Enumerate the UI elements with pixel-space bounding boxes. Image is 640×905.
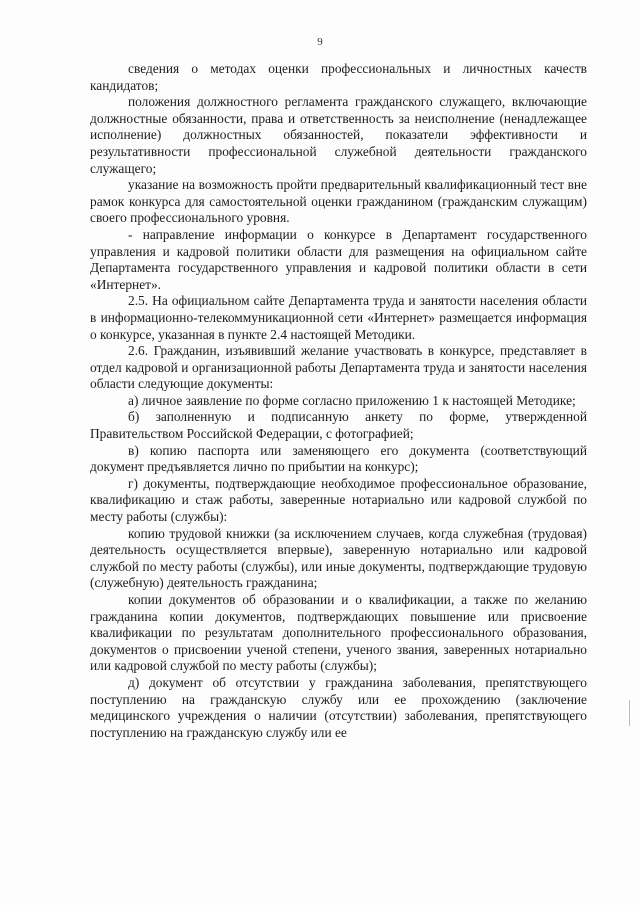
paragraph-qualification-test: указание на возможность пройти предварительный квалификационный тест вне рамок конкурса для самостоятельной оценки гражданином (гражданским служащим) своего профессионального уровня. <box>90 177 587 226</box>
paragraph-2-5: 2.5. На официальном сайте Департамента труда и занятости населения области в информационно-телекоммуникационной сети «Интернет» размещается информация о конкурсе, указанная в пункте 2.4 настоящей Методики. <box>90 293 587 342</box>
scan-edge-mark <box>629 700 630 726</box>
document-body <box>90 61 587 741</box>
paragraph-item-b: б) заполненную и подписанную анкету по форме, утвержденной Правительством Российской Федерации, с фотографией; <box>90 409 587 442</box>
paragraph-2-6: 2.6. Гражданин, изъявивший желание участвовать в конкурсе, представляет в отдел кадровой и организационной работы Департамента труда и занятости населения области следующие документы: <box>90 343 587 392</box>
paragraph-job-regulations: положения должностного регламента гражданского служащего, включающие должностные обязанности, права и ответственность за неисполнение (ненадлежащее исполнение) должностных обязанностей, показатели эффективности и результативности профессиональной служебной деятельности гражданского служащего; <box>90 94 587 176</box>
paragraph-labor-book: копию трудовой книжки (за исключением случаев, когда служебная (трудовая) деятельность осуществляется впервые), заверенную нотариально или кадровой службой по месту работы (службы), или иные документы, подтверждающие трудовую (служебную) деятельность гражданина; <box>90 525 587 591</box>
paragraph-education-documents: копии документов об образовании и о квалификации, а также по желанию гражданина копии документов, подтверждающих повышение или присвоение квалификации по результатам дополнительного профессионального образования, документов о присвоении ученой степени, ученого звания, заверенных нотариально или кадровой службой по месту работы (службы); <box>90 592 587 674</box>
paragraph-information-sending: - направление информации о конкурсе в Департамент государственного управления и кадровой политики области для размещения на официальном сайте Департамента государственного управления и кадровой политики области в сети «Интернет». <box>90 226 587 292</box>
paragraph-item-d: д) документ об отсутствии у гражданина заболевания, препятствующего поступлению на гражданскую службу или ее прохождению (заключение медицинского учреждения о наличии (отсутствии) заболевания, препятствующего поступлению на гражданскую службу или ее <box>90 674 587 740</box>
paragraph-evaluation-methods: сведения о методах оценки профессиональных и личностных качеств кандидатов; <box>90 61 587 93</box>
paragraph-item-g: г) документы, подтверждающие необходимое профессиональное образование, квалификацию и стаж работы, заверенные нотариально или кадровой службой по месту работы (службы): <box>90 475 587 525</box>
page-number: 9 <box>317 36 323 48</box>
paragraph-item-a: а) личное заявление по форме согласно приложению 1 к настоящей Методике; <box>128 392 576 408</box>
paragraph-item-v: в) копию паспорта или заменяющего его документа (соответствующий документ предъявляется лично по прибытии на конкурс); <box>90 442 587 475</box>
